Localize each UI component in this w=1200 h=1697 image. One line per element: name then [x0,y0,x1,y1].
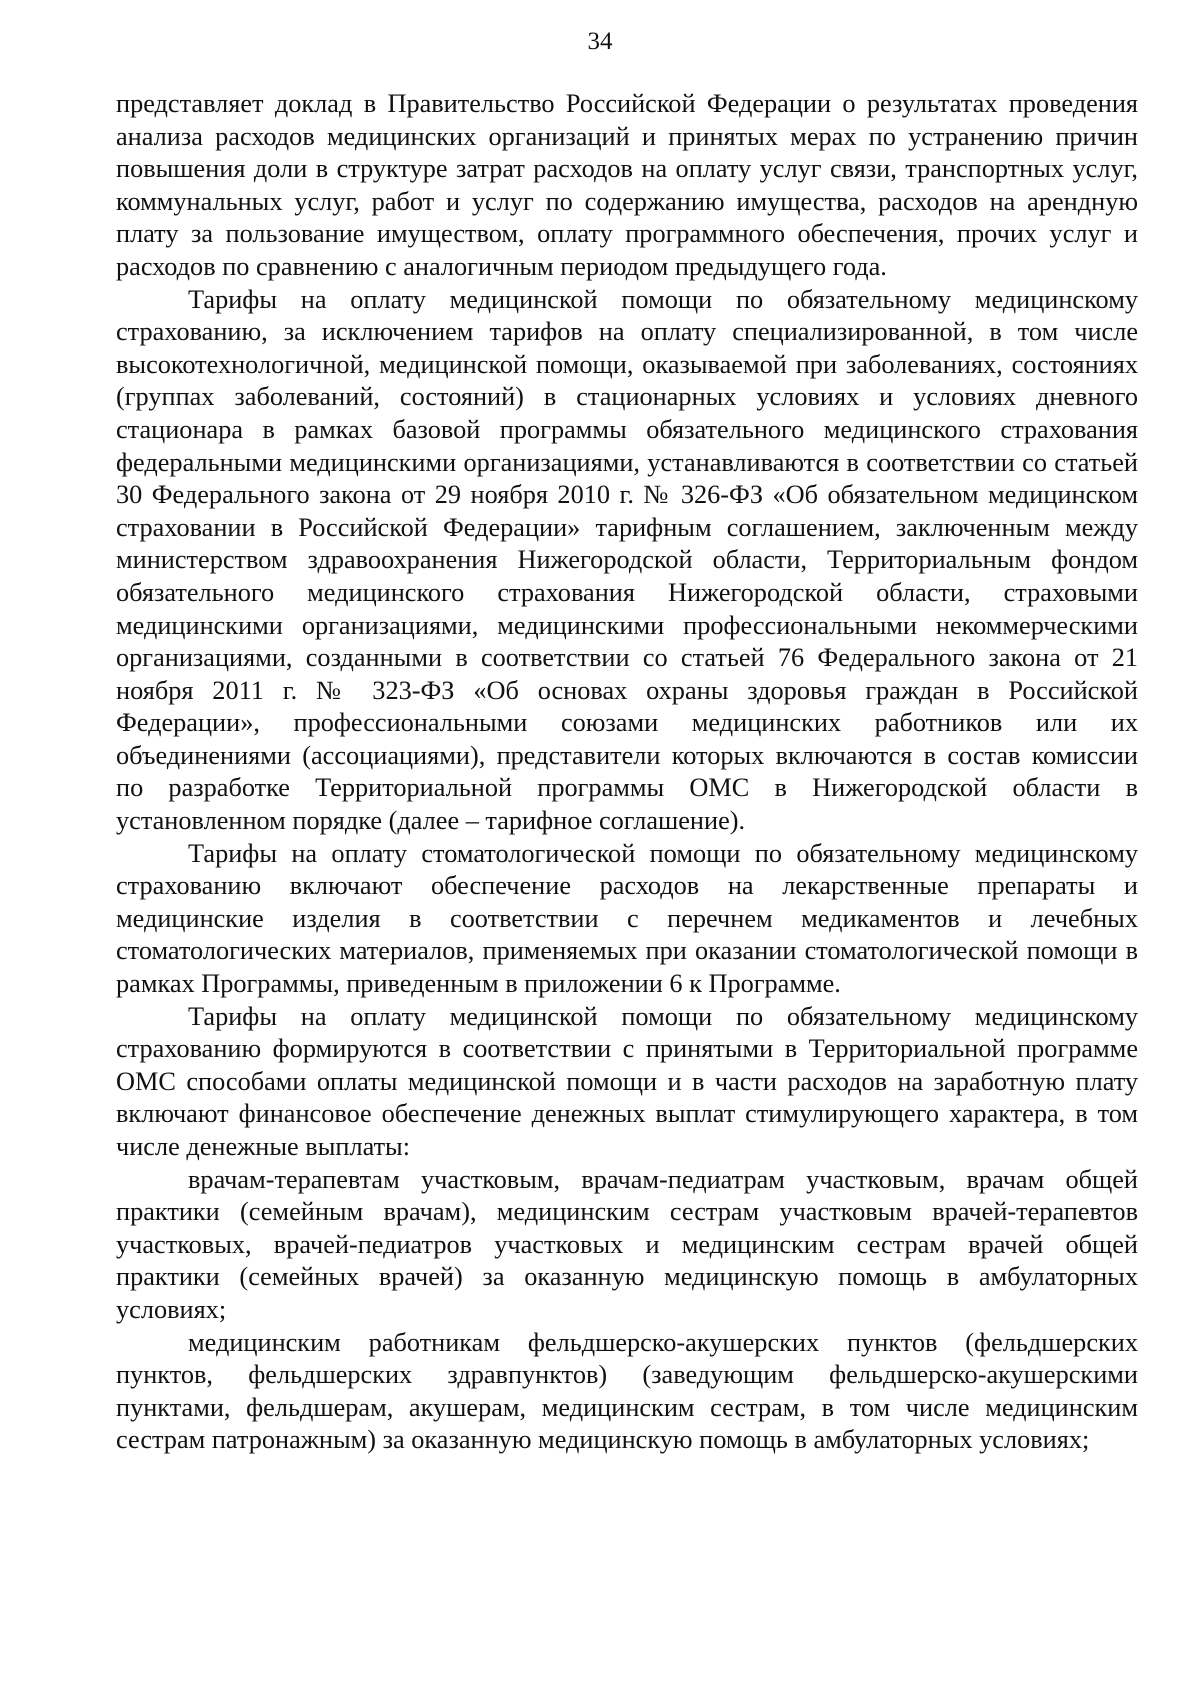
paragraph-report-continuation: представляет доклад в Правительство Российской Федерации о результатах проведения анализа расходов медицинских организаций и принятых мерах по устранению причин повышения доли в структуре затрат расходов на оплату услуг связи, транспортных услуг, коммунальных услуг, работ и услуг по содержанию имущества, расходов на арендную плату за пользование имуществом, оплату программного обеспечения, прочих услуг и расходов по сравнению с аналогичным периодом предыдущего года. [116,89,1138,281]
paragraph-tariffs-oms: Тарифы на оплату медицинской помощи по обязательному медицинскому страхованию, за исключением тарифов на оплату специализированной, в том числе высокотехнологичной, медицинской помощи, оказываемой при заболеваниях, состояниях (группах заболеваний, состояний) в стационарных условиях и условиях дневного стационара в рамках базовой программы обязательного медицинского страхования федеральными медицинскими организациями, устанавливаются в соответствии со статьей 30 Федерального закона от 29 ноября 2010 г. № 326-ФЗ «Об обязательном медицинском страховании в Российской Федерации» тарифным соглашением, заключенным между министерством здравоохранения Нижегородской области, Территориальным фондом обязательного медицинского страхования Нижегородской области, страховыми медицинскими организациями, медицинскими профессиональными некоммерческими организациями, созданными в соответствии со статьей 76 Федерального закона от 21 ноября 2011 г. № 323-ФЗ «Об основах охраны здоровья граждан в Российской Федерации», профессиональными союзами медицинских работников или их объединениями (ассоциациями), представители которых включаются в состав комиссии по разработке Территориальной программы ОМС в Нижегородской области в установленном порядке (далее – тарифное соглашение). [116,284,1138,836]
page-number: 34 [587,28,613,55]
paragraph-payments-physicians: врачам-терапевтам участковым, врачам-педиатрам участковым, врачам общей практики (семейным врачам), медицинским сестрам участковым врачей-терапевтов участковых, врачей-педиатров участковых и медицинским сестрам врачей общей практики (семейных врачей) за оказанную медицинскую помощь в амбулаторных условиях; [116,1164,1138,1324]
document-body [116,88,1138,1457]
paragraph-tariffs-formation: Тарифы на оплату медицинской помощи по обязательному медицинскому страхованию формируются в соответствии с принятыми в Территориальной программе ОМС способами оплаты медицинской помощи и в части расходов на заработную плату включают финансовое обеспечение денежных выплат стимулирующего характера, в том числе денежные выплаты: [116,1001,1138,1161]
paragraph-payments-feldsher: медицинским работникам фельдшерско-акушерских пунктов (фельдшерских пунктов, фельдшерских здравпунктов) (заведующим фельдшерско-акушерскими пунктами, фельдшерам, акушерам, медицинским сестрам, в том числе медицинским сестрам патронажным) за оказанную медицинскую помощь в амбулаторных условиях; [116,1327,1138,1455]
paragraph-tariffs-dental: Тарифы на оплату стоматологической помощи по обязательному медицинскому страхованию включают обеспечение расходов на лекарственные препараты и медицинские изделия в соответствии с перечнем медикаментов и лечебных стоматологических материалов, применяемых при оказании стоматологической помощи в рамках Программы, приведенным в приложении 6 к Программе. [116,838,1138,999]
